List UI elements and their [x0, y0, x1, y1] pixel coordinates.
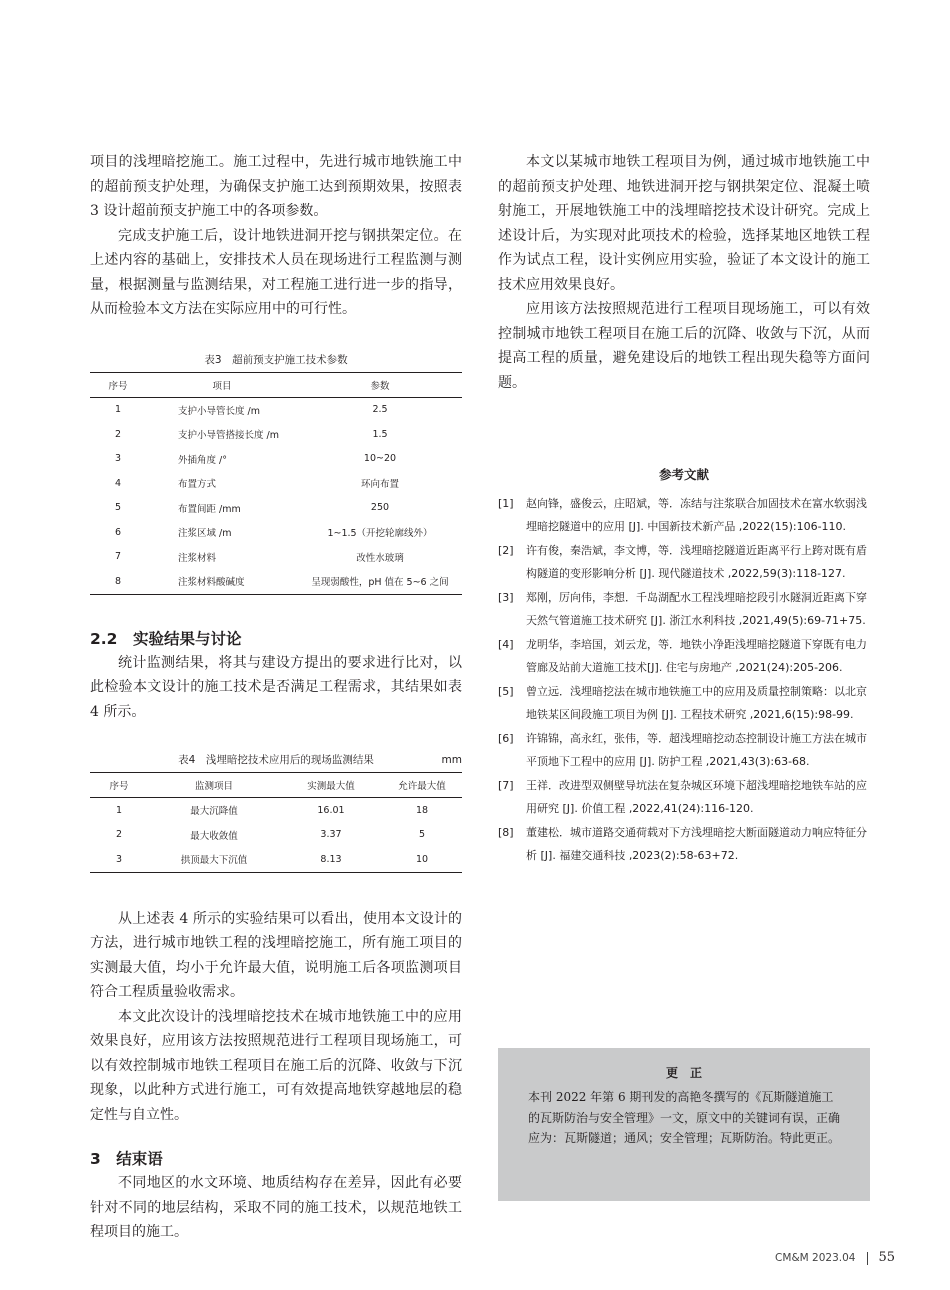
table-row	[90, 397, 462, 422]
table-cell: 16.01	[317, 804, 345, 816]
reference-text: 许有俊，秦浩斌，李文博，等．浅埋暗挖隧道近距离平行上跨对既有盾构隧道的变形影响分析 [J]. 现代隧道技术 ,2022,59(3):118-127.	[526, 544, 867, 580]
reference-item	[498, 728, 870, 773]
paragraph: 项目的浅埋暗挖施工。施工过程中，先进行城市地铁施工中的超前预支护处理，为确保支护施工达到预期效果，按照表 3 设计超前预支护施工中的各项参数。	[90, 154, 462, 219]
table-cell: 3	[114, 453, 122, 465]
paragraph: 本文此次设计的浅埋暗挖技术在城市地铁施工中的应用效果良好，应用该方法按照规范进行工程项目现场施工，可以有效控制城市地铁工程项目在施工后的沉降、收敛与下沉现象，以此种方式进行施工，可有效提高地铁穿越地层的稳定性与自立性。	[90, 1008, 462, 1123]
table-cell: 支护小导管长度 /m	[178, 405, 260, 417]
table-4	[90, 752, 462, 873]
table-cell: 最大沉降值	[190, 806, 238, 818]
table-cell: 1~1.5（开挖轮廓线外）	[327, 528, 433, 540]
table-cell: 呈现弱酸性，pH 值在 5~6 之间	[298, 569, 462, 594]
references-title: 参考文献	[658, 467, 709, 482]
table-cell: 3	[90, 847, 148, 872]
table-cell: 注浆材料	[178, 552, 217, 564]
right-column	[498, 150, 870, 869]
table-row	[90, 569, 462, 594]
table-caption: 表3 超前预支护施工技术参数	[204, 353, 348, 366]
paragraph: 应用该方法按照规范进行工程项目现场施工，可以有效控制城市地铁工程项目在施工后的沉降、收敛与下沉，从而提高工程的质量，避免建设后的地铁工程出现失稳等方面问题。	[498, 301, 870, 391]
table-cell: 10~20	[363, 453, 397, 465]
table-4-grid	[90, 772, 462, 873]
paragraph: 本文以某城市地铁工程项目为例，通过城市地铁施工中的超前预支护处理、地铁进洞开挖与钢拱架定位、混凝土喷射施工，开展地铁施工中的浅埋暗挖技术设计研究。完成上述设计后，为实现对此项技术的检验，选择某地区地铁工程作为试点工程，设计实例应用实验，验证了本文设计的施工技术应用效果良好。	[498, 154, 870, 293]
reference-item	[498, 540, 870, 585]
reference-number: [5]	[498, 685, 514, 698]
reference-number: [4]	[498, 638, 514, 651]
table-cell: 1	[114, 404, 122, 416]
table-cell: 注浆材料酸碱度	[146, 569, 298, 594]
table-cell: 最大收敛值	[190, 830, 238, 842]
paragraph: 统计监测结果，将其与建设方提出的要求进行比对，以此检验本文设计的施工技术是否满足工程需求，其结果如表 4 所示。	[90, 654, 462, 720]
reference-text: 龙明华，李培国，刘云龙，等．地铁小净距浅埋暗挖隧道下穿既有电力管廊及站前大道施工技术[J]. 住宅与房地产 ,2021(24):205-206.	[526, 638, 867, 674]
table-3	[90, 352, 462, 595]
table-row	[90, 422, 462, 447]
table-header-cell: 监测项目	[148, 773, 280, 798]
table-header-cell: 允许最大值	[382, 773, 462, 798]
reference-number: [2]	[498, 544, 514, 557]
reference-item	[498, 493, 870, 538]
reference-number: [8]	[498, 826, 514, 839]
table-caption-text: 表4 浅埋暗挖技术应用后的现场监测结果	[178, 754, 374, 766]
paragraph: 从上述表 4 所示的实验结果可以看出，使用本文设计的方法，进行城市地铁工程的浅埋暗挖施工，所有施工项目的实测最大值，均小于允许最大值，说明施工后各项监测项目符合工程质量验收需求。	[90, 910, 462, 1000]
table-cell: 布置方式	[178, 479, 217, 491]
reference-text: 赵向锋，盛俊云，庄昭斌，等．冻结与注浆联合加固技术在富水软弱浅埋暗挖隧道中的应用 [J]. 中国新技术新产品 ,2022(15):106-110.	[526, 497, 867, 533]
correction-text: 本刊 2022 年第 6 期刊发的高艳冬撰写的《瓦斯隧道施工的瓦斯防治与安全管理》一文，原文中的关键词有误，正确应为：瓦斯隧道；通风；安全管理；瓦斯防治。特此更正。	[528, 1090, 841, 1145]
reference-item	[498, 681, 870, 726]
reference-item	[498, 775, 870, 820]
left-column	[90, 150, 462, 1245]
table-cell: 6	[114, 526, 122, 538]
table-cell: 8.13	[280, 847, 382, 872]
table-unit: mm	[441, 754, 462, 766]
table-cell: 1.5	[372, 428, 388, 440]
references-list	[498, 493, 870, 867]
table-cell: 8	[90, 569, 146, 594]
table-cell: 拱顶最大下沉值	[148, 847, 280, 872]
correction-title: 更 正	[665, 1066, 702, 1080]
table-row	[90, 545, 462, 570]
section-heading: 2.2 实验结果与讨论	[90, 629, 242, 648]
table-cell: 10	[382, 847, 462, 872]
correction-notice	[498, 1048, 870, 1201]
table-cell: 环向布置	[360, 479, 399, 491]
table-row	[90, 847, 462, 872]
table-cell: 250	[370, 502, 390, 514]
table-cell: 改性水玻璃	[356, 552, 404, 564]
reference-text: 王祥．改进型双侧壁导坑法在复杂城区环境下超浅埋暗挖地铁车站的应用研究 [J]. 价值工程 ,2022,41(24):116-120.	[526, 779, 867, 815]
page-footer	[775, 1250, 895, 1265]
reference-number: [7]	[498, 779, 514, 792]
references	[498, 465, 870, 867]
table-header-cell: 序号	[90, 372, 146, 397]
reference-number: [6]	[498, 732, 514, 745]
section-heading: 3 结束语	[90, 1150, 163, 1168]
table-cell: 5	[418, 829, 426, 841]
table-header-cell: 项目	[146, 372, 298, 397]
table-cell: 2	[115, 829, 123, 841]
table-header-row	[90, 773, 462, 798]
reference-number: [3]	[498, 591, 514, 604]
paragraph: 不同地区的水文环境、地质结构存在差异，因此有必要针对不同的地层结构，采取不同的施工技术，以规范地铁工程项目的施工。	[90, 1175, 462, 1240]
table-cell: 5	[114, 502, 122, 514]
footer-divider	[867, 1252, 868, 1265]
reference-text: 许锦锦，高永红，张伟，等．超浅埋暗挖动态控制设计施工方法在城市平顶地下工程中的应用 [J]. 防护工程 ,2021,43(3):63-68.	[526, 732, 867, 768]
reference-text: 郑刚，厉向伟，李想．千岛湖配水工程浅埋暗挖段引水隧洞近距离下穿天然气管道施工技术研究 [J]. 浙江水利科技 ,2021,49(5):69-71+75.	[526, 591, 867, 627]
table-cell: 布置间距 /mm	[178, 503, 241, 515]
table-cell: 2.5	[372, 404, 388, 416]
reference-item	[498, 634, 870, 679]
reference-number: [1]	[498, 497, 514, 510]
table-cell: 外插角度 /°	[178, 454, 227, 466]
table-cell: 4	[114, 477, 122, 489]
table-caption	[90, 752, 462, 768]
table-cell: 18	[415, 804, 429, 816]
table-cell: 2	[114, 428, 122, 440]
table-row	[90, 471, 462, 496]
table-row	[90, 447, 462, 472]
table-header-cell: 参数	[298, 372, 462, 397]
table-row	[90, 520, 462, 545]
table-body	[90, 798, 462, 873]
paragraph: 完成支护施工后，设计地铁进洞开挖与钢拱架定位。在上述内容的基础上，安排技术人员在现场进行工程监测与测量，根据测量与监测结果，对工程施工进行进一步的指导，从而检验本文方法在实际应用中的可行性。	[90, 227, 462, 317]
table-cell: 3.37	[320, 829, 342, 841]
table-cell: 注浆区域 /m	[178, 528, 232, 540]
page-number: 55	[878, 1250, 895, 1265]
reference-text: 董建松．城市道路交通荷载对下方浅埋暗挖大断面隧道动力响应特征分析 [J]. 福建交通科技 ,2023(2):58-63+72.	[526, 826, 867, 862]
table-header-row	[90, 372, 462, 397]
table-row	[90, 798, 462, 823]
table-body	[90, 397, 462, 594]
journal-issue: CM&M 2023.04	[775, 1252, 856, 1264]
table-row	[90, 496, 462, 521]
reference-item	[498, 587, 870, 632]
reference-text: 曾立远．浅埋暗挖法在城市地铁施工中的应用及质量控制策略：以北京地铁某区间段施工项目为例 [J]. 工程技术研究 ,2021,6(15):98-99.	[526, 685, 867, 721]
table-cell: 1	[115, 804, 123, 816]
table-header-cell: 序号	[90, 773, 148, 798]
table-row	[90, 823, 462, 848]
table-cell: 支护小导管搭接长度 /m	[178, 430, 279, 442]
reference-item	[498, 822, 870, 867]
table-3-grid	[90, 372, 462, 595]
table-cell: 7	[114, 551, 122, 563]
table-header-cell: 实测最大值	[280, 773, 382, 798]
